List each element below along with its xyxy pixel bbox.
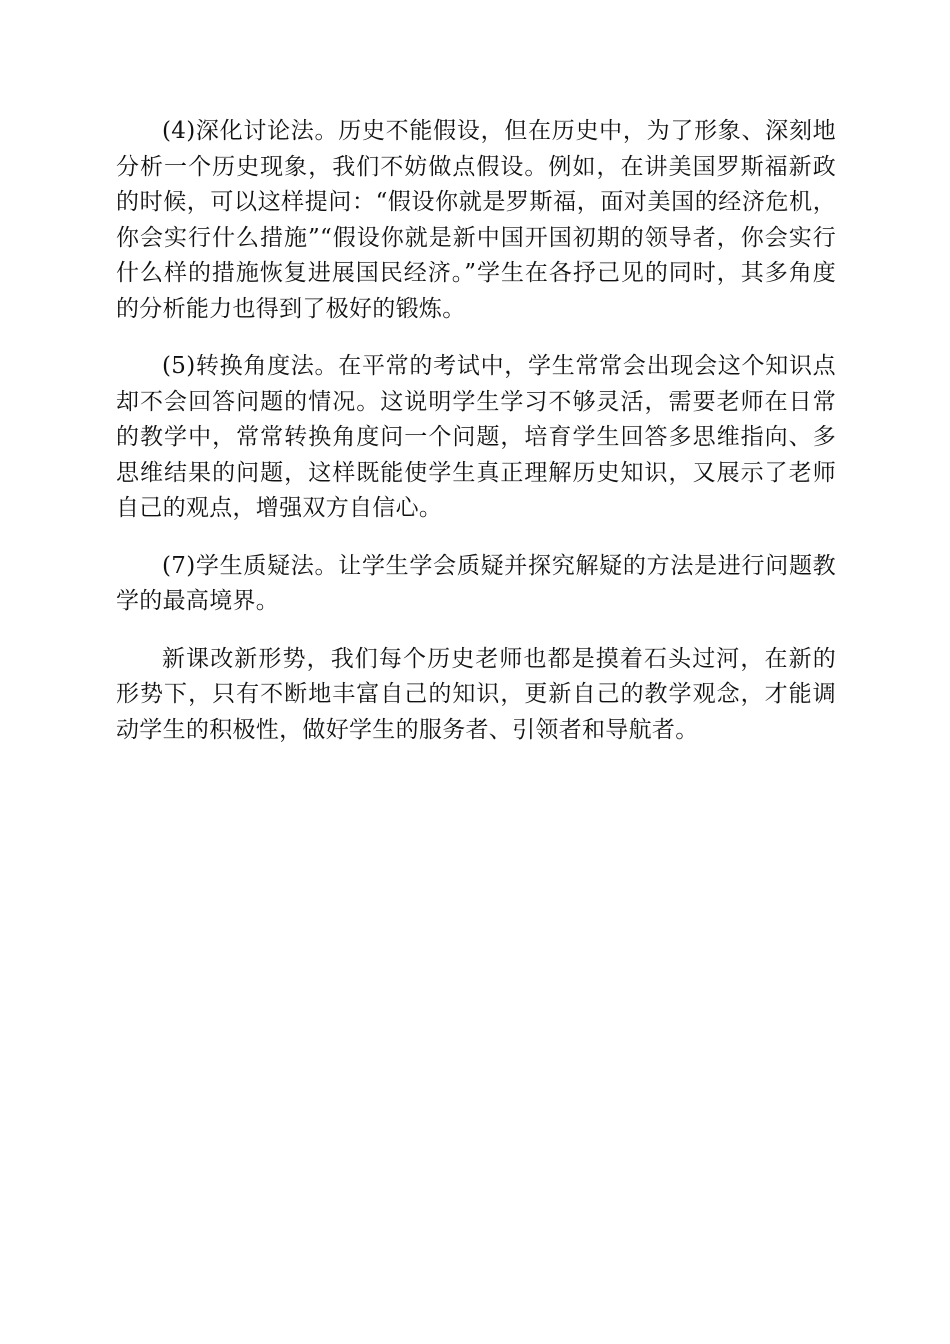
paragraph-student-questioning: (7)学生质疑法。让学生学会质疑并探究解疑的方法是进行问题教学的最高境界。 (116, 552, 836, 614)
paragraph-deepen-discussion: (4)深化讨论法。历史不能假设，但在历史中，为了形象、深刻地分析一个历史现象，我们不妨做点假设。例如，在讲美国罗斯福新政的时候，可以这样提问：“假设你就是罗斯福，面对美国的经济危机，你会实行什么措施”“假设你就是新中国开国初期的领导者，你会实行什么样的措施恢复进展国民经济。”学生在各抒己见的同时，其多角度的分析能力也得到了极好的锻炼。 (116, 118, 836, 322)
document-body (116, 114, 836, 770)
paragraph-conclusion: 新课改新形势，我们每个历史老师也都是摸着石头过河，在新的形势下，只有不断地丰富自己的知识，更新自己的教学观念，才能调动学生的积极性，做好学生的服务者、引领者和导航者。 (116, 645, 836, 743)
paragraph-change-perspective: (5)转换角度法。在平常的考试中，学生常常会出现会这个知识点却不会回答问题的情况。这说明学生学习不够灵活，需要老师在日常的教学中，常常转换角度问一个问题，培育学生回答多思维指向、多思维结果的问题，这样既能使学生真正理解历史知识，又展示了老师自己的观点，增强双方自信心。 (116, 353, 836, 521)
